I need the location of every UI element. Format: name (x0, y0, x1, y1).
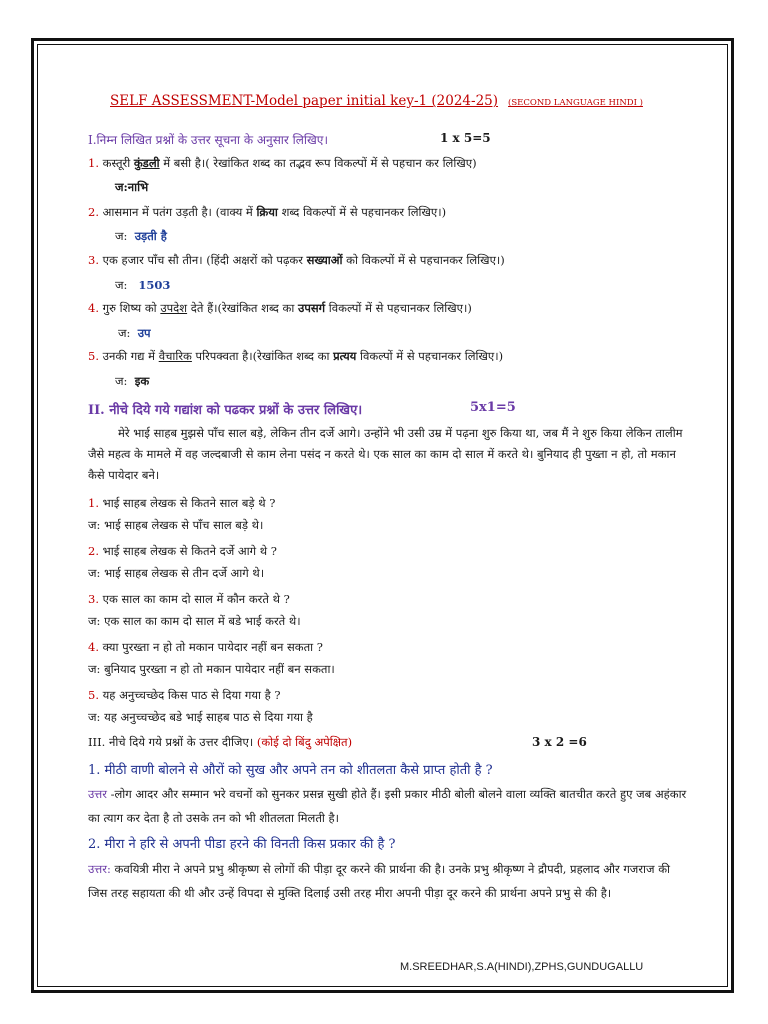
s2-question-5: 5. यह अनुच्चच्छेद किस पाठ से दिया गया है ? (88, 688, 281, 702)
title-subtitle: (SECOND LANGUAGE HINDI ) (508, 98, 643, 108)
section3-heading: III. नीचे दिये गये प्रश्नों के उत्तर दीजिए। (कोई दो बिंदु अपेक्षित) (88, 735, 353, 749)
section2-marks: 5x1=5 (470, 400, 516, 415)
s2-question-1: 1. भाई साहब लेखक से कितने साल बड़े थे ? (88, 496, 276, 510)
s1-question-4: 4. गुरु शिष्य को उपदेश देते हैं।(रेखांकित शब्द का उपसर्ग विकल्पों में से पहचानकर लिखिए।) (88, 301, 472, 315)
s2-question-2: 2. भाई साहब लेखक से कितने दर्जे आगे थे ? (88, 544, 277, 558)
section3-marks: 3 x 2 =6 (532, 735, 587, 749)
section2-heading: II. नीचे दिये गये गद्यांश को पढकर प्रश्नों के उत्तर लिखिए। (88, 403, 363, 418)
s3-answer-1: उत्तर -लोग आदर और सम्मान भरे वचनों को सुनकर प्रसन्न सुखी होते हैं। इसी प्रकार मीठी बोली बोलने वाला व्यक्ति बातचीत करते हुए जब अहंकार का त्याग कर देता है तो उसके तन को भी शीतलता मिलती है। (88, 787, 687, 825)
s1-answer-1: ज:नाभि (115, 180, 149, 194)
s1-answer-5: ज: इक (115, 374, 150, 388)
s1-answer-2: ज: उड़ती है (115, 229, 167, 243)
section1-heading: I.निम्न लिखित प्रश्नों के उत्तर सूचना के अनुसार लिखिए। (88, 133, 328, 147)
footer-author: M.SREEDHAR,S.A(HINDI),ZPHS,GUNDUGALLU (400, 961, 644, 973)
s2-question-3: 3. एक साल का काम दो साल में कौन करते थे ? (88, 592, 290, 606)
s3-answer-2: उत्तर: कवयित्री मीरा ने अपने प्रभु श्रीकृष्ण से लोगों की पीड़ा दूर करने की प्रार्थना की है। उनके प्रभु श्रीकृष्ण ने द्रौपदी, प्रहलाद और गजराज की जिस तरह सहायता की थी और उन्हें विपदा से मुक्ति दिलाई उसी तरह मीरा अपनी पीड़ा दूर करने की प्रार्थना अपने प्रभु से की है। (88, 862, 671, 900)
s2-answer-3: ज: एक साल का काम दो साल में बडे भाई करते थे। (88, 614, 301, 628)
s1-answer-3: ज: 1503 (115, 278, 171, 292)
section2-passage: मेरे भाई साहब मुझसे पाँच साल बड़े, लेकिन तीन दर्जे आगे। उन्होंने भी उसी उम्र में पढ़ना शुरु किया था, जब मैं ने शुरु किया लेकिन तालीम जैसे महत्व के मामले में वह जल्दबाजी से काम लेना पसंद न करते थे। एक साल का काम दो साल में करते थे। बुनियाद ही पुख्ता न हो, तो मकान कैसे पायेदार बने। (88, 426, 683, 482)
s2-answer-4: ज: बुनियाद पुरख्ता न हो तो मकान पायेदार नहीं बन सकता। (88, 662, 335, 676)
s3-question-2: 2. मीरा ने हरि से अपनी पीडा हरने की विनती किस प्रकार की है ? (88, 837, 396, 852)
s3-question-1: 1. मीठी वाणी बोलने से औरों को सुख और अपने तन को शीतलता कैसे प्राप्त होती है ? (88, 763, 493, 778)
page-title (110, 93, 643, 109)
s2-answer-5: ज: यह अनुच्चच्छेद बडे भाई साहब पाठ से दिया गया है (88, 710, 313, 724)
title-text: SELF ASSESSMENT-Model paper initial key-1 (2024-25) (110, 93, 499, 109)
s1-question-1: 1. कस्तूरी कुंडली में बसी है।( रेखांकित शब्द का तद्भव रूप विकल्पों में से पहचान कर लिखिए) (88, 156, 477, 170)
s1-answer-4: ज: उप (118, 326, 151, 340)
s1-question-3: 3. एक हजार पाँच सौ तीन। (हिंदी अक्षरों को पढ़कर सख्याओं को विकल्पों में से पहचानकर लिखिए।) (88, 253, 505, 267)
s2-question-4: 4. क्या पुरख्ता न हो तो मकान पायेदार नहीं बन सकता ? (88, 640, 323, 654)
s1-question-2: 2. आसमान में पतंग उड़ती है। (वाक्य में क्रिया शब्द विकल्पों में से पहचानकर लिखिए।) (88, 205, 447, 219)
section1-marks: 1 x 5=5 (440, 131, 491, 145)
s2-answer-1: ज: भाई साहब लेखक से पाँच साल बड़े थे। (88, 518, 264, 532)
s2-answer-2: ज: भाई साहब लेखक से तीन दर्जे आगे थे। (88, 566, 265, 580)
s1-question-5: 5. उनकी गद्य में वैचारिक परिपक्वता है।(रेखांकित शब्द का प्रत्यय विकल्पों में से पहचानकर लिखिए।) (88, 349, 504, 363)
